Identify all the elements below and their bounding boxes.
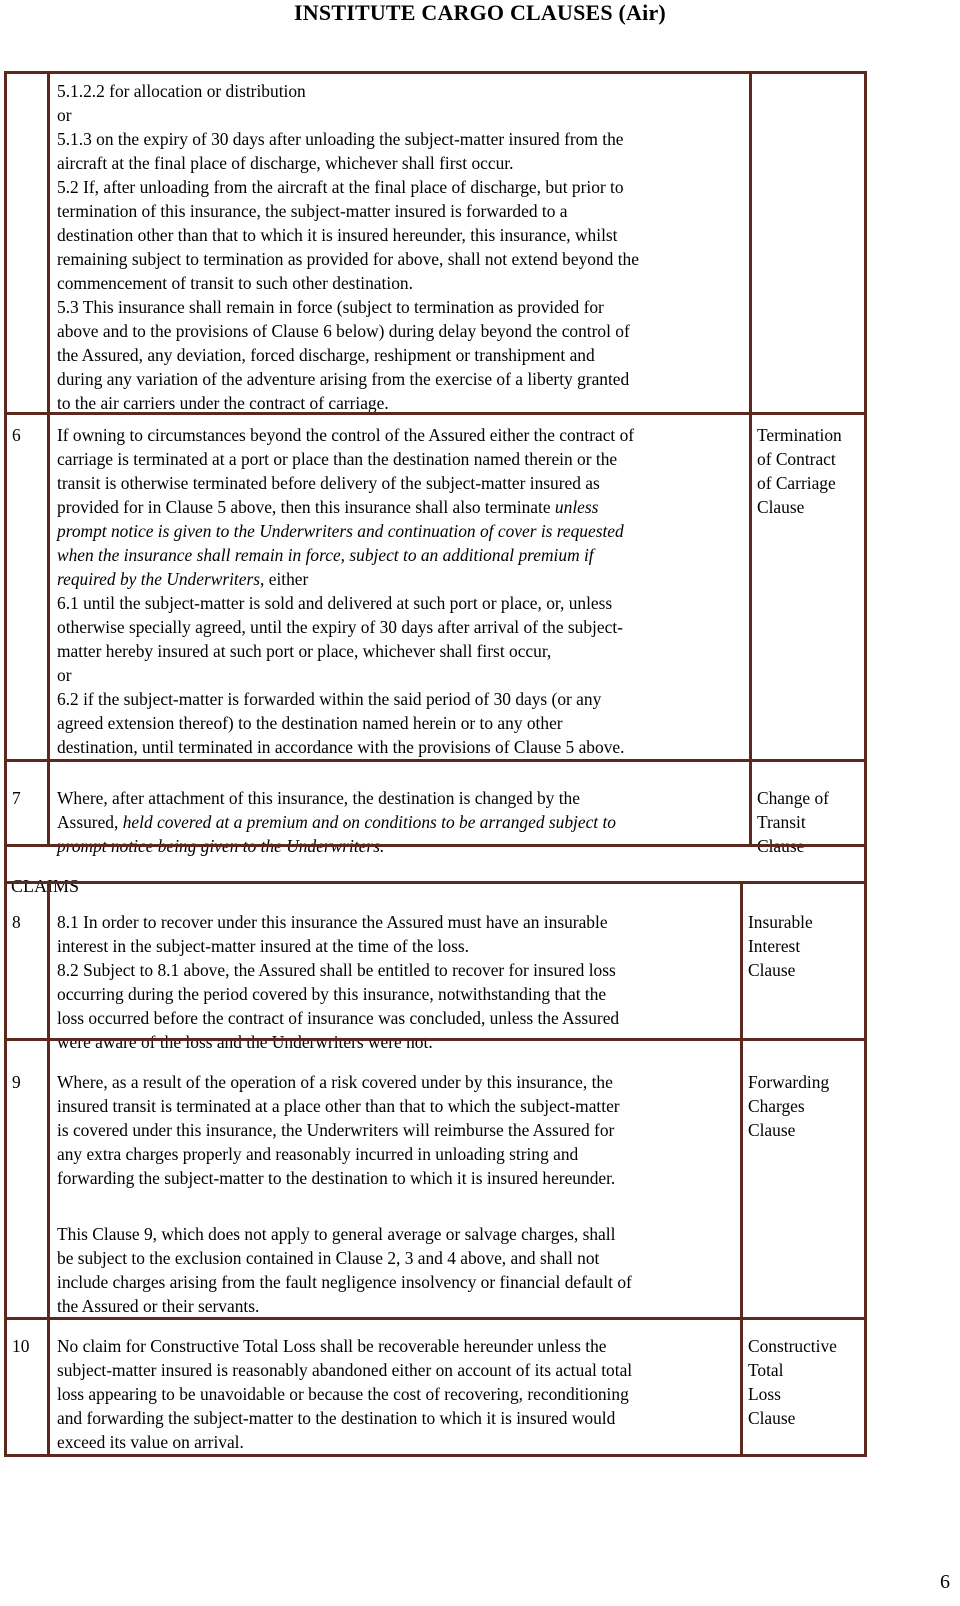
text-run: destination other than that to which it is insured hereunder, this insurance, whilst — [57, 225, 618, 245]
text-line — [57, 1006, 619, 1030]
text-line — [57, 1246, 632, 1270]
text-run: insured transit is terminated at a place other than that to which the subject-matter — [57, 1096, 620, 1116]
text-run: any extra charges properly and reasonably incurred in unloading string and — [57, 1144, 579, 1164]
text-line — [57, 910, 619, 934]
side-heading-line: Insurable — [748, 912, 813, 932]
clause-10-text — [57, 1334, 632, 1454]
text-run: loss appearing to be unavoidable or because the cost of recovering, reconditioning — [57, 1384, 629, 1404]
text-run: If owning to circumstances beyond the control of the Assured either the contract of — [57, 425, 635, 445]
text-line — [57, 223, 639, 247]
text-line — [57, 567, 634, 591]
text-run: 5.3 This insurance shall remain in force (subject to termination as provided for — [57, 297, 604, 317]
text-run: 8.1 In order to recover under this insurance the Assured must have an insurable — [57, 912, 608, 932]
text-run: Where, after attachment of this insurance, the destination is changed by the — [57, 788, 580, 808]
text-line — [57, 1358, 632, 1382]
text-run: forwarding the subject-matter to the destination to which it is insured hereunder. — [57, 1168, 616, 1188]
number-cell — [4, 412, 50, 762]
clause-8-side-heading — [748, 910, 813, 982]
text-run: be subject to the exclusion contained in Clause 2, 3 and 4 above, and shall not — [57, 1248, 600, 1268]
text-run: subject-matter insured is reasonably abandoned either on account of its actual total — [57, 1360, 633, 1380]
side-heading-line: Constructive — [748, 1336, 837, 1356]
text-line — [57, 367, 639, 391]
claims-heading-cell — [4, 844, 867, 884]
text-line — [57, 711, 634, 735]
text-line — [57, 934, 619, 958]
side-heading-line: Clause — [748, 1120, 796, 1140]
text-run: the Assured, any deviation, forced discharge, reshipment or transhipment and — [57, 345, 595, 365]
text-run: matter hereby insured at such port or place, whichever shall first occur, — [57, 641, 552, 661]
text-line — [57, 1270, 632, 1294]
clause-6-side-heading — [757, 423, 842, 519]
text-run: 5.1.2.2 for allocation or distribution — [57, 81, 306, 101]
text-run: Where, as a result of the operation of a risk covered under by this insurance, the — [57, 1072, 613, 1092]
clause-8-text — [57, 910, 619, 1054]
text-run: This Clause 9, which does not apply to general average or salvage charges, shall — [57, 1224, 616, 1244]
text-run: during any variation of the adventure arising from the exercise of a liberty granted — [57, 369, 630, 389]
text-line — [57, 982, 619, 1006]
clause-6-text — [57, 423, 634, 759]
text-run: provided for in Clause 5 above, then this insurance shall also terminate — [57, 497, 555, 517]
text-line — [57, 295, 639, 319]
text-run: or — [57, 105, 72, 125]
text-run: to the air carriers under the contract of carriage. — [57, 393, 389, 413]
text-line — [57, 687, 634, 711]
claims-heading: CLAIMS — [11, 876, 80, 896]
text-run: otherwise specially agreed, until the expiry of 30 days after arrival of the subject- — [57, 617, 623, 637]
text-line — [57, 958, 619, 982]
text-line — [57, 615, 634, 639]
text-line — [57, 199, 639, 223]
text-line — [57, 1094, 620, 1118]
text-run: the Assured or their servants. — [57, 1296, 260, 1316]
text-run: exceed its value on arrival. — [57, 1432, 244, 1452]
text-line — [57, 1406, 632, 1430]
text-line — [57, 271, 639, 295]
side-heading-line: Forwarding — [748, 1072, 830, 1092]
text-line — [57, 175, 639, 199]
text-line — [57, 591, 634, 615]
text-line — [57, 247, 639, 271]
text-run: is covered under this insurance, the Underwriters will reimburse the Assured for — [57, 1120, 615, 1140]
text-run: Assured, — [57, 812, 123, 832]
text-line — [57, 786, 616, 810]
side-heading-line: Clause — [748, 1408, 796, 1428]
text-run: aircraft at the final place of discharge, whichever shall first occur. — [57, 153, 514, 173]
text-line — [57, 447, 634, 471]
text-run: 5.2 If, after unloading from the aircraft at the final place of discharge, but prior to — [57, 177, 624, 197]
number-cell — [4, 1038, 50, 1320]
side-heading-line: Loss — [748, 1384, 781, 1404]
text-line — [57, 1222, 632, 1246]
clause-5-continuation-text — [57, 79, 639, 415]
text-line — [57, 1430, 632, 1454]
text-run: occurring during the period covered by this insurance, notwithstanding that the — [57, 984, 607, 1004]
side-heading-cell — [749, 71, 867, 415]
clause-9-side-heading — [748, 1070, 829, 1142]
clause-10-side-heading — [748, 1334, 837, 1430]
clause-number: 10 — [12, 1336, 30, 1356]
side-heading-line: Interest — [748, 936, 801, 956]
text-run: agreed extension thereof) to the destination named herein or to any other — [57, 713, 563, 733]
text-line — [57, 151, 639, 175]
text-line — [57, 1294, 632, 1318]
italic-text-run: unless — [554, 497, 599, 517]
text-line — [57, 1382, 632, 1406]
text-line — [57, 543, 634, 567]
page-title: INSTITUTE CARGO CLAUSES (Air) — [294, 0, 666, 25]
text-run: No claim for Constructive Total Loss shall be recoverable hereunder unless the — [57, 1336, 607, 1356]
text-line — [57, 519, 634, 543]
text-run: 8.2 Subject to 8.1 above, the Assured shall be entitled to recover for insured loss — [57, 960, 616, 980]
number-cell — [4, 881, 50, 1041]
text-line — [57, 1118, 620, 1142]
text-run: loss occurred before the contract of insurance was concluded, unless the Assured — [57, 1008, 620, 1028]
text-run: include charges arising from the fault negligence insolvency or financial default of — [57, 1272, 632, 1292]
text-line — [57, 639, 634, 663]
clause-number: 7 — [12, 788, 21, 808]
clause-number: 8 — [12, 912, 21, 932]
text-line — [57, 663, 634, 687]
text-line — [57, 79, 639, 103]
text-line — [57, 1166, 620, 1190]
text-run: were aware of the loss and the Underwriters were not. — [57, 1032, 433, 1052]
side-heading-line: of Contract — [757, 449, 836, 469]
clause-number: 6 — [12, 425, 21, 445]
italic-text-run: prompt notice being given to the Underwriters. — [57, 836, 385, 856]
side-heading-line: Termination — [757, 425, 842, 445]
clause-9-text-second-paragraph — [57, 1222, 632, 1318]
text-run: carriage is terminated at a port or place than the destination named therein or the — [57, 449, 618, 469]
text-run: destination, until terminated in accordance with the provisions of Clause 5 above. — [57, 737, 625, 757]
clause-9-text — [57, 1070, 620, 1190]
italic-text-run: prompt notice is given to the Underwriters and continuation of cover is requested — [57, 521, 624, 541]
text-line — [57, 319, 639, 343]
text-run: remaining subject to termination as provided for above, shall not extend beyond the — [57, 249, 639, 269]
text-run: transit is otherwise terminated before delivery of the subject-matter insured as — [57, 473, 600, 493]
text-line — [57, 735, 634, 759]
text-line — [57, 127, 639, 151]
text-line — [57, 1070, 620, 1094]
text-run: above and to the provisions of Clause 6 below) during delay beyond the control of — [57, 321, 630, 341]
text-line — [57, 471, 634, 495]
text-line — [57, 810, 616, 834]
text-run: termination of this insurance, the subject-matter insured is forwarded to a — [57, 201, 568, 221]
page-number: 6 — [940, 1571, 950, 1593]
text-line — [57, 1142, 620, 1166]
side-heading-line: of Carriage — [757, 473, 836, 493]
side-heading-line: Total — [748, 1360, 784, 1380]
text-run: 6.1 until the subject-matter is sold and delivered at such port or place, or, unless — [57, 593, 613, 613]
number-cell — [4, 71, 50, 415]
side-heading-line: Clause — [757, 497, 805, 517]
italic-text-run: required by the Underwriters — [57, 569, 261, 589]
text-run: commencement of transit to such other destination. — [57, 273, 413, 293]
italic-text-run: held covered at a premium and on conditions to be arranged subject to — [122, 812, 617, 832]
text-run: interest in the subject-matter insured at the time of the loss. — [57, 936, 469, 956]
text-run: and forwarding the subject-matter to the destination to which it is insured would — [57, 1408, 616, 1428]
side-heading-line: Clause — [757, 836, 805, 856]
text-line — [57, 423, 634, 447]
text-run: or — [57, 665, 72, 685]
text-line — [57, 495, 634, 519]
side-heading-line: Clause — [748, 960, 796, 980]
number-cell — [4, 759, 50, 847]
text-run: 5.1.3 on the expiry of 30 days after unloading the subject-matter insured from the — [57, 129, 624, 149]
text-line — [57, 343, 639, 367]
text-run: 6.2 if the subject-matter is forwarded within the said period of 30 days (or any — [57, 689, 602, 709]
text-line — [57, 1334, 632, 1358]
side-heading-line: Charges — [748, 1096, 805, 1116]
text-run: , either — [260, 569, 309, 589]
side-heading-line: Transit — [757, 812, 806, 832]
side-heading-line: Change of — [757, 788, 829, 808]
text-line — [57, 103, 639, 127]
italic-text-run: when the insurance shall remain in force, subject to an additional premium if — [57, 545, 594, 565]
clause-number: 9 — [12, 1072, 21, 1092]
